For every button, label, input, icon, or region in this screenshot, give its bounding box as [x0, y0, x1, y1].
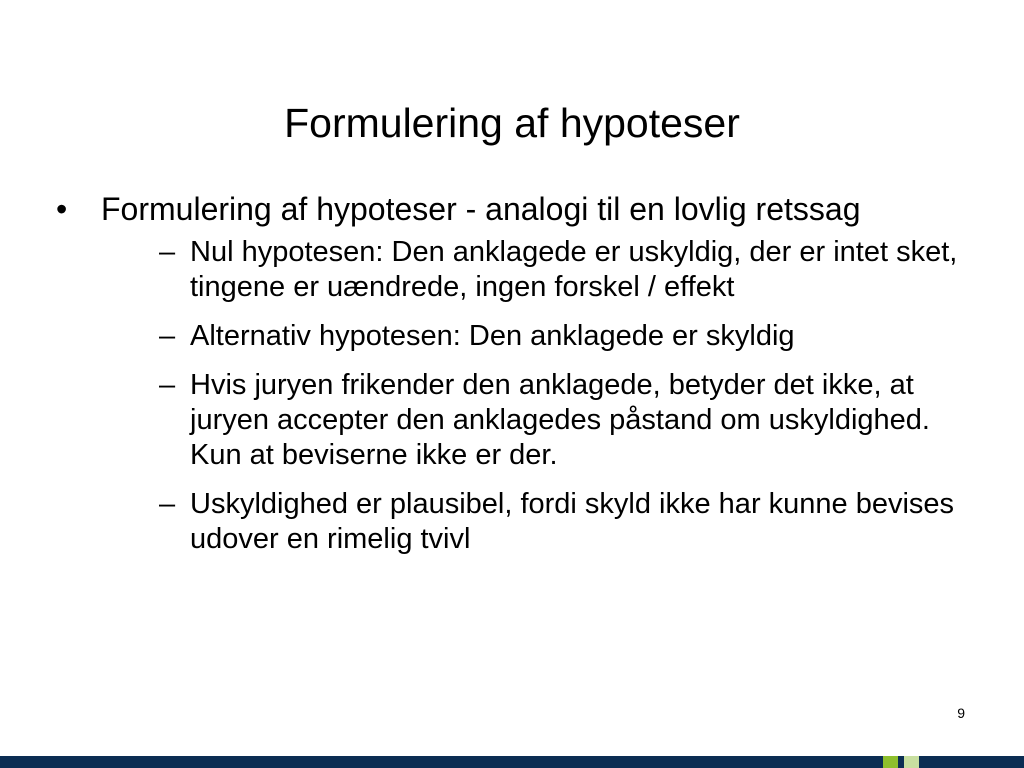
footer-accent-green	[883, 756, 898, 768]
sub-bullet-jury-acquittal	[159, 368, 976, 473]
sub-bullet-text: Uskyldighed er plausibel, fordi skyld ikke har kunne bevises udover en rimelig tvivl	[190, 488, 955, 555]
page-number: 9	[957, 705, 965, 721]
sub-bullet-null-hypothesis	[159, 235, 976, 305]
footer-bar	[0, 756, 1024, 768]
slide-title: Formulering af hypoteser	[284, 100, 740, 146]
sub-bullet-reasonable-doubt	[159, 487, 976, 557]
sub-bullet-marker: –	[159, 488, 176, 520]
sub-bullet-text: Hvis juryen frikender den anklagede, betyder det ikke, at juryen accepter den anklagedes påstand om uskyldighed. Kun at beviserne ikke er der.	[190, 369, 930, 471]
main-bullet-text: Formulering af hypoteser - analogi til en lovlig retssag	[101, 191, 861, 227]
main-bullet	[56, 190, 976, 557]
sub-bullet-marker: –	[159, 236, 176, 268]
footer-accent-light-green	[904, 756, 919, 768]
sub-bullet-text: Alternativ hypotesen: Den anklagede er skyldig	[190, 320, 795, 352]
bullet-marker: •	[56, 191, 68, 227]
sub-bullet-marker: –	[159, 320, 176, 352]
sub-bullet-text: Nul hypotesen: Den anklagede er uskyldig, der er intet sket, tingene er uændrede, ingen forskel / effekt	[190, 236, 958, 303]
sub-bullet-alternative-hypothesis	[159, 319, 976, 354]
sub-bullet-list	[101, 235, 976, 557]
slide-content-list	[56, 190, 976, 571]
sub-bullet-marker: –	[159, 369, 176, 401]
